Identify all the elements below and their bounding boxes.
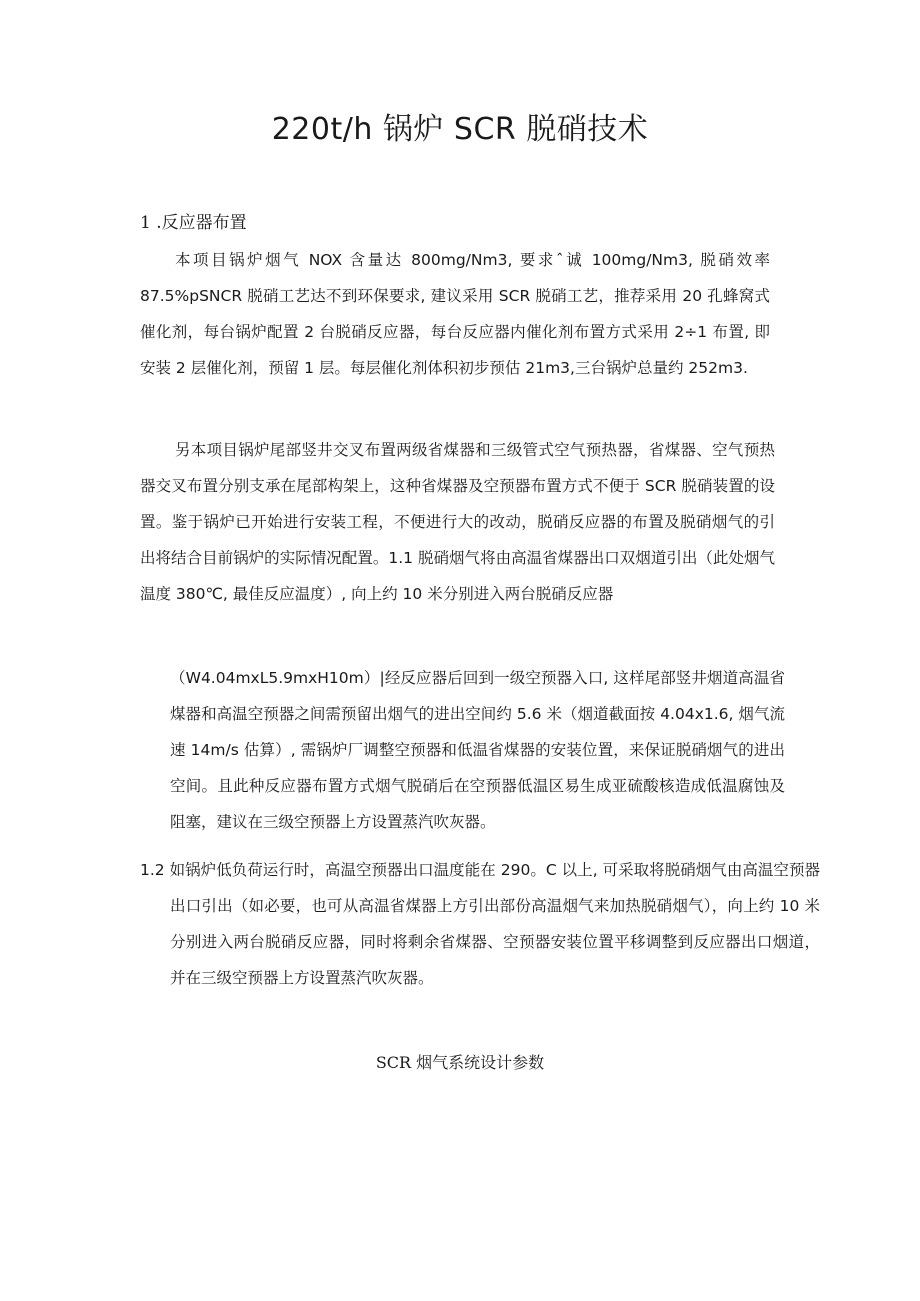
paragraph-reactor-overview: 本项目锅炉烟气 NOX 含量达 800mg/Nm3, 要求ˆ诚 100mg/Nm3, 脱硝效率 87.5%pSNCR 脱硝工艺达不到环保要求, 建议采用 SCR 脱硝工艺，推荐采用 20 孔蜂窝式催化剂，每台锅炉配置 2 台脱硝反应器，每台反应器内催化剂布置方式采用 2÷1 布置, 即安装 2 层催化剂，预留 1 层。每层催化剂体积初步预估 21m3,三台锅炉总量约 252m3. [140,251,770,377]
section-heading: 1 .反应器布置 [140,213,247,233]
table-caption: SCR 烟气系统设计参数 [375,1053,545,1072]
document-title: 220t/h 锅炉 SCR 脱硝技术 [271,112,649,147]
paragraph-low-load-option: 1.2 如锅炉低负荷运行时，高温空预器出口温度能在 290。C 以上, 可采取将脱硝烟气由高温空预器出口引出（如必要，也可从高温省煤器上方引出部份高温烟气来加热脱硝烟气），向上约 10 米分别进入两台脱硝反应器，同时将剩余省煤器、空预器安装位置平移调整到反应器出口烟道，并在三级空预器上方设置蒸汽吹灰器。 [140,861,820,987]
paragraph-reactor-dimensions: （W4.04mxL5.9mxH10m）|经反应器后回到一级空预器入口, 这样尾部竖井烟道高温省煤器和高温空预器之间需预留出烟气的进出空间约 5.6 米（烟道截面按 4.04x1.6, 烟气流速 14m/s 估算）, 需锅炉厂调整空预器和低温省煤器的安装位置，来保证脱硝烟气的进出空间。且此种反应器布置方式烟气脱硝后在空预器低温区易生成亚硫酸核造成低温腐蚀及阻塞，建议在三级空预器上方设置蒸汽吹灰器。 [170,669,785,831]
paragraph-layout-constraints: 另本项目锅炉尾部竖井交叉布置两级省煤器和三级管式空气预热器，省煤器、空气预热器交叉布置分别支承在尾部构架上，这种省煤器及空预器布置方式不便于 SCR 脱硝装置的设置。鉴于锅炉已开始进行安装工程，不便进行大的改动，脱硝反应器的布置及脱硝烟气的引出将结合目前锅炉的实际情况配置。1.1 脱硝烟气将由高温省煤器出口双烟道引出（此处烟气温度 380℃, 最佳反应温度）, 向上约 10 米分别进入两台脱硝反应器 [140,441,775,603]
